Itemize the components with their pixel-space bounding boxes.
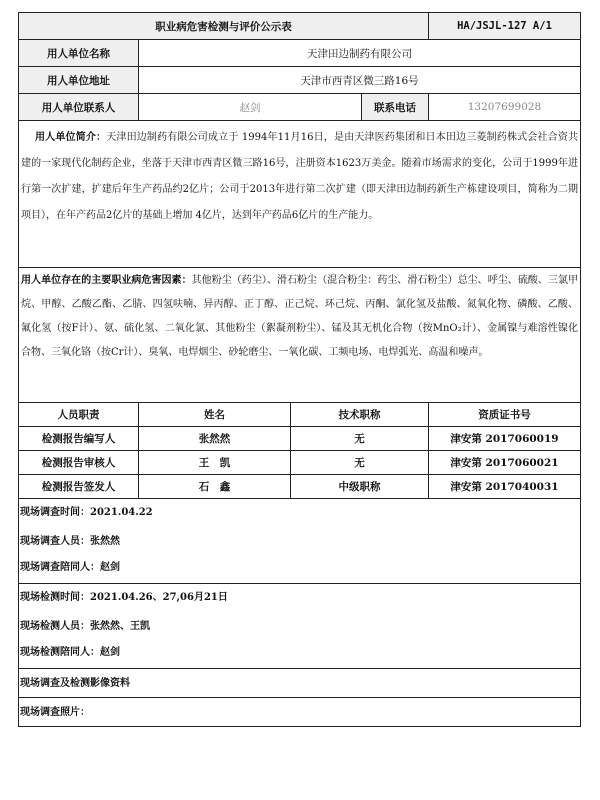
survey-people: 现场调查人员：张然然 <box>20 536 120 547</box>
staff-role: 检测报告编写人 <box>19 427 139 451</box>
company-name-label: 用人单位名称 <box>19 40 139 67</box>
company-intro-text: 天津田边制药有限公司成立于 1994年11月16日，是由天津医药集团和日本田边三菱制药株式会社合资共建的一家现代化制药企业，坐落于天津市西青区微三路16号，注册资本1623万美金。随着市场需求的变化，公司于1999年进行第一次扩建，扩建后年生产药品约2亿片；公司于2013年进行第二次扩建（即天津田边制药新生产栋建设项目，简称为二期项目），在年产药品2亿片的基础上增加 4亿片，达到年产药品6亿片的生产能力。 <box>21 132 579 221</box>
staff-title: 无 <box>291 451 429 475</box>
company-address-value: 天津市西青区微三路16号 <box>139 67 581 94</box>
disclosure-document <box>18 12 580 727</box>
staff-cert: 津安第 2017060019 <box>429 427 581 451</box>
table-row <box>19 451 581 475</box>
staff-header-role: 人员职责 <box>19 403 139 427</box>
staff-name: 张然然 <box>139 427 291 451</box>
staff-cert: 津安第 2017060021 <box>429 451 581 475</box>
company-name-value: 天津田边制药有限公司 <box>139 40 581 67</box>
phone-value: 13207699028 <box>429 94 581 121</box>
table-row <box>19 427 581 451</box>
staff-role: 检测报告审核人 <box>19 451 139 475</box>
company-address-label: 用人单位地址 <box>19 67 139 94</box>
staff-header-cert: 资质证书号 <box>429 403 581 427</box>
staff-name: 王 凯 <box>139 451 291 475</box>
site-survey-section <box>19 499 581 584</box>
survey-time: 现场调查时间：2021.04.22 <box>20 507 153 518</box>
document-code: HA/JSJL-127 A/1 <box>429 13 581 40</box>
document-title: 职业病危害检测与评价公示表 <box>19 13 429 40</box>
hazard-factors <box>19 268 581 403</box>
testing-people: 现场检测人员：张然然、王凯 <box>20 621 150 632</box>
staff-name: 石 鑫 <box>139 475 291 499</box>
phone-label: 联系电话 <box>362 94 429 121</box>
disclosure-table <box>18 12 581 727</box>
staff-title: 无 <box>291 427 429 451</box>
table-row <box>19 475 581 499</box>
staff-cert: 津安第 2017040031 <box>429 475 581 499</box>
testing-time: 现场检测时间：2021.04.26、27,06月21日 <box>20 592 228 603</box>
site-testing-section <box>19 584 581 669</box>
hazard-factors-label: 用人单位存在的主要职业病危害因素： <box>21 275 192 286</box>
images-title: 现场调查及检测影像资料 <box>19 669 581 698</box>
survey-escort: 现场调查陪同人：赵剑 <box>20 562 120 573</box>
staff-header-title: 技术职称 <box>291 403 429 427</box>
hazard-factors-text: 其他粉尘（药尘）、滑石粉尘（混合粉尘：药尘、滑石粉尘）总尘、呼尘、硫酸、三氯甲烷、甲醇、乙酸乙酯、乙腈、四氢呋喃、异丙醇、正丁醇、正己烷、环己烷、丙酮、氯化氢及盐酸、氮氧化物、磷酸、乙酸、氟化氢（按F计）、氨、硫化氢、二氧化氯、其他粉尘（絮凝剂粉尘）、锰及其无机化合物（按MnO₂计）、金属镍与难溶性镍化合物、三氧化铬（按Cr计）、臭氧、电焊烟尘、砂轮磨尘、一氧化碳、工频电场、电焊弧光、高温和噪声。 <box>21 275 579 358</box>
contact-label: 用人单位联系人 <box>19 94 139 121</box>
company-intro <box>19 121 581 268</box>
company-intro-label: 用人单位简介： <box>35 132 107 143</box>
staff-title: 中级职称 <box>291 475 429 499</box>
staff-header-name: 姓名 <box>139 403 291 427</box>
survey-photos-label: 现场调查照片： <box>19 698 581 727</box>
contact-value: 赵剑 <box>139 94 362 121</box>
staff-role: 检测报告签发人 <box>19 475 139 499</box>
testing-escort: 现场检测陪同人：赵剑 <box>20 647 120 658</box>
